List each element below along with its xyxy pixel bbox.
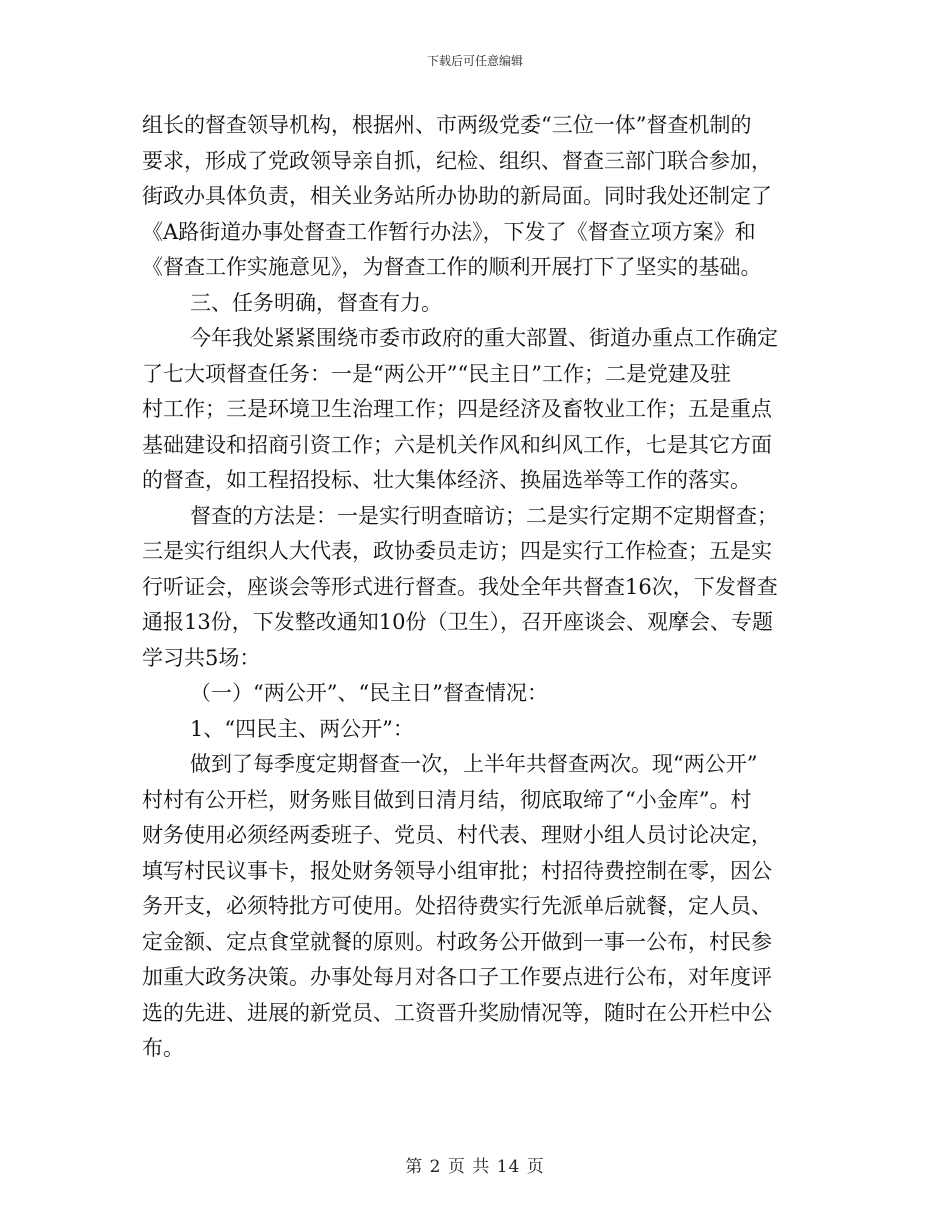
text-line: 了七大项督查任务：一是“两公开”“民主日”工作；二是党建及驻: [142, 361, 731, 386]
page-footer: 第 2 页 共 14 页: [405, 1157, 545, 1177]
text-line: 督查的方法是：一是实行明查暗访；二是实行定期不定期督查；: [190, 503, 778, 528]
text-line: 《督查工作实施意见》，为督查工作的顺利开展打下了坚实的基础。: [142, 255, 762, 279]
text-line: 今年我处紧紧围绕市委市政府的重大部置、街道办重点工作确定: [190, 326, 778, 350]
text-line: 定金额、定点食堂就餐的原则。村政务公开做到一事一公布，村民参: [142, 929, 772, 954]
text-line: 组长的督查领导机构，根据州、市两级党委“三位一体”督查机制的: [142, 113, 752, 137]
text-line: 村工作；三是环境卫生治理工作；四是经济及畜牧业工作；五是重点: [142, 397, 772, 421]
text-line: 通报13份，下发整改通知10份（卫生），召开座谈会、观摩会、专题: [142, 610, 773, 634]
page-header: 下载后可任意编辑: [426, 54, 523, 68]
text-line: 行听证会，座谈会等形式进行督查。我处全年共督查16次，下发督查: [142, 574, 778, 599]
text-line: 基础建设和招商引资工作；六是机关作风和纠风工作，七是其它方面: [142, 432, 772, 457]
text-line: 务开支，必须特批方可使用。处招待费实行先派单后就餐，定人员、: [142, 894, 772, 918]
text-line: 1、“四民主、两公开”：: [190, 716, 414, 741]
text-line: 《A路街道办事处督查工作暂行办法》，下发了《督查立项方案》和: [142, 219, 756, 244]
text-line: 布。: [142, 1036, 184, 1060]
text-line: 村村有公开栏，财务账目做到日清月结，彻底取缔了“小金库”。村: [142, 787, 752, 812]
text-line: 填写村民议事卡，报处财务领导小组审批；村招待费控制在零，因公: [142, 858, 772, 883]
text-line: 要求，形成了党政领导亲自抓，纪检、组织、督查三部门联合参加，: [142, 148, 772, 173]
text-line: 三是实行组织人大代表，政协委员走访；四是实行工作检查；五是实: [142, 539, 772, 563]
text-line: 三、任务明确，督查有力。: [190, 290, 442, 315]
text-line: 做到了每季度定期督查一次，上半年共督查两次。现“两公开”: [190, 752, 758, 776]
text-line: 的督查，如工程招投标、壮大集体经济、换届选举等工作的落实。: [142, 468, 751, 492]
text-line: 街政办具体负责，相关业务站所办协助的新局面。同时我处还制定了: [142, 184, 772, 208]
document-body: [142, 108, 810, 1067]
text-line: 选的先进、进展的新党员、工资晋升奖励情况等，随时在公开栏中公: [142, 1000, 772, 1025]
text-line: 财务使用必须经两委班子、党员、村代表、理财小组人员讨论决定，: [142, 823, 772, 847]
text-line: 加重大政务决策。办事处每月对各口子工作要点进行公布，对年度评: [142, 965, 772, 989]
text-line: （一）“两公开”、“民主日”督查情况：: [190, 681, 548, 705]
text-line: 学习共5场：: [142, 645, 261, 670]
